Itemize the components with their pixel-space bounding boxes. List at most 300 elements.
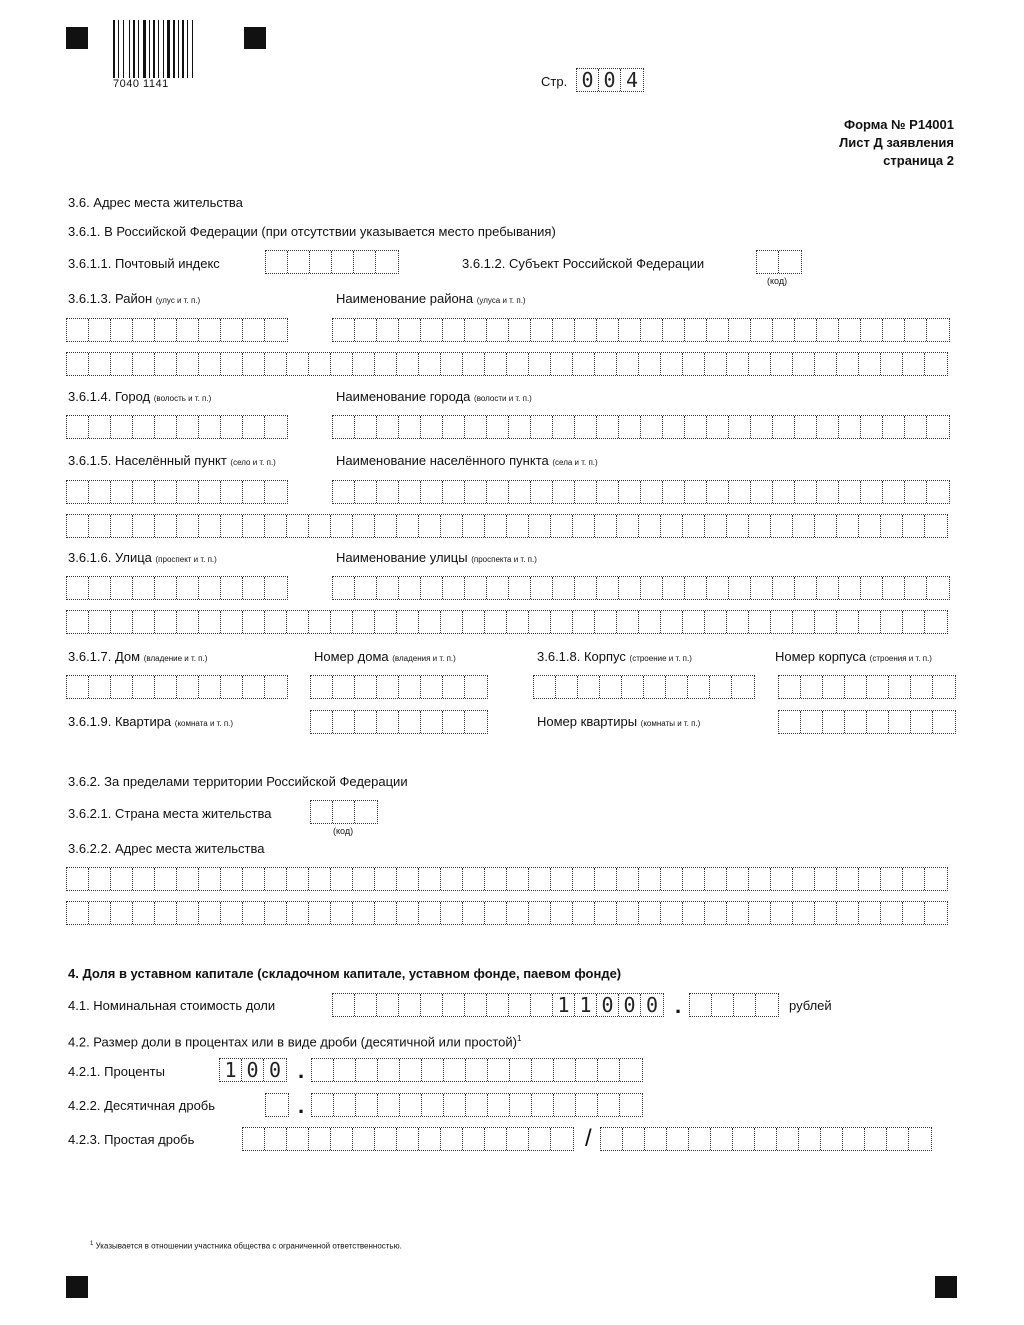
input-cell[interactable] — [795, 319, 817, 341]
input-cell[interactable]: 0 — [242, 1059, 264, 1081]
input-cell[interactable] — [573, 515, 595, 537]
input-cell[interactable] — [617, 353, 639, 375]
input-cell[interactable] — [551, 902, 573, 924]
input-cell[interactable] — [397, 1128, 419, 1150]
input-cell[interactable] — [933, 711, 955, 733]
input-cell[interactable] — [441, 515, 463, 537]
input-cell[interactable] — [509, 481, 531, 503]
input-cell[interactable] — [419, 353, 441, 375]
input-cell[interactable] — [463, 353, 485, 375]
input-cell[interactable] — [421, 994, 443, 1016]
input-cell[interactable] — [881, 515, 903, 537]
input-cell[interactable] — [909, 1128, 931, 1150]
input-cell[interactable] — [287, 868, 309, 890]
postal-code-cells[interactable] — [265, 250, 399, 274]
input-cell[interactable] — [845, 711, 867, 733]
input-cell[interactable] — [355, 994, 377, 1016]
input-cell[interactable] — [177, 902, 199, 924]
input-cell[interactable] — [311, 801, 333, 823]
input-cell[interactable] — [221, 577, 243, 599]
input-cell[interactable] — [443, 577, 465, 599]
input-cell[interactable]: 0 — [268, 1058, 282, 1082]
input-cell[interactable] — [881, 353, 903, 375]
input-cell[interactable] — [155, 611, 177, 633]
input-cell[interactable] — [177, 611, 199, 633]
input-cell[interactable] — [67, 902, 89, 924]
input-cell[interactable] — [221, 481, 243, 503]
input-cell[interactable] — [177, 319, 199, 341]
district-name-cells-1[interactable] — [332, 318, 950, 342]
input-cell[interactable] — [601, 1128, 623, 1150]
input-cell[interactable] — [556, 676, 578, 698]
input-cell[interactable] — [466, 1059, 488, 1081]
input-cell[interactable] — [551, 611, 573, 633]
input-cell[interactable] — [887, 1128, 909, 1150]
input-cell[interactable] — [89, 868, 111, 890]
input-cell[interactable] — [881, 868, 903, 890]
input-cell[interactable] — [639, 611, 661, 633]
input-cell[interactable] — [755, 1128, 777, 1150]
input-cell[interactable] — [465, 994, 487, 1016]
input-cell[interactable] — [333, 676, 355, 698]
city-name-cells[interactable] — [332, 415, 950, 439]
foreign-address-cells-1[interactable] — [66, 867, 948, 891]
street-name-cells-2[interactable] — [66, 610, 948, 634]
input-cell[interactable] — [639, 868, 661, 890]
input-cell[interactable] — [705, 868, 727, 890]
input-cell[interactable] — [623, 1128, 645, 1150]
decimal-fraction-cells[interactable] — [311, 1093, 643, 1117]
input-cell[interactable] — [683, 515, 705, 537]
input-cell[interactable] — [619, 481, 641, 503]
input-cell[interactable] — [309, 611, 331, 633]
input-cell[interactable] — [265, 611, 287, 633]
input-cell[interactable] — [823, 676, 845, 698]
input-cell[interactable] — [619, 416, 641, 438]
input-cell[interactable] — [443, 994, 465, 1016]
input-cell[interactable] — [133, 416, 155, 438]
input-cell[interactable] — [551, 868, 573, 890]
input-cell[interactable] — [287, 353, 309, 375]
input-cell[interactable] — [331, 902, 353, 924]
input-cell[interactable] — [485, 353, 507, 375]
input-cell[interactable] — [177, 416, 199, 438]
input-cell[interactable] — [529, 611, 551, 633]
input-cell[interactable] — [509, 577, 531, 599]
input-cell[interactable] — [111, 416, 133, 438]
input-cell[interactable] — [375, 902, 397, 924]
input-cell[interactable] — [619, 319, 641, 341]
input-cell[interactable] — [443, 711, 465, 733]
input-cell[interactable] — [422, 1094, 444, 1116]
input-cell[interactable] — [554, 1094, 576, 1116]
input-cell[interactable] — [89, 416, 111, 438]
input-cell[interactable] — [353, 515, 375, 537]
input-cell[interactable] — [67, 611, 89, 633]
input-cell[interactable] — [377, 577, 399, 599]
input-cell[interactable] — [795, 577, 817, 599]
input-cell[interactable] — [111, 353, 133, 375]
input-cell[interactable] — [155, 902, 177, 924]
input-cell[interactable] — [663, 319, 685, 341]
input-cell[interactable] — [573, 902, 595, 924]
input-cell[interactable] — [575, 416, 597, 438]
input-cell[interactable] — [355, 711, 377, 733]
input-cell[interactable] — [399, 994, 421, 1016]
input-cell[interactable] — [883, 481, 905, 503]
input-cell[interactable] — [839, 416, 861, 438]
input-cell[interactable] — [419, 611, 441, 633]
input-cell[interactable] — [463, 515, 485, 537]
input-cell[interactable] — [400, 1094, 422, 1116]
input-cell[interactable] — [705, 902, 727, 924]
input-cell[interactable] — [421, 711, 443, 733]
simple-numerator-cells[interactable] — [242, 1127, 574, 1151]
input-cell[interactable] — [861, 319, 883, 341]
input-cell[interactable] — [837, 611, 859, 633]
input-cell[interactable] — [487, 577, 509, 599]
input-cell[interactable] — [865, 1128, 887, 1150]
input-cell[interactable] — [89, 611, 111, 633]
input-cell[interactable] — [397, 515, 419, 537]
input-cell[interactable] — [573, 868, 595, 890]
input-cell[interactable] — [199, 676, 221, 698]
input-cell[interactable] — [883, 416, 905, 438]
input-cell[interactable] — [595, 902, 617, 924]
input-cell[interactable] — [529, 1128, 551, 1150]
input-cell[interactable] — [375, 1128, 397, 1150]
input-cell[interactable] — [265, 353, 287, 375]
input-cell[interactable] — [727, 353, 749, 375]
input-cell[interactable] — [243, 577, 265, 599]
input-cell[interactable] — [553, 481, 575, 503]
input-cell[interactable] — [815, 902, 837, 924]
input-cell[interactable] — [265, 481, 287, 503]
input-cell[interactable] — [463, 868, 485, 890]
input-cell[interactable] — [89, 481, 111, 503]
input-cell[interactable] — [243, 1128, 265, 1150]
input-cell[interactable] — [749, 353, 771, 375]
input-cell[interactable] — [751, 577, 773, 599]
input-cell[interactable] — [793, 868, 815, 890]
input-cell[interactable] — [111, 868, 133, 890]
input-cell[interactable] — [595, 868, 617, 890]
input-cell[interactable] — [837, 868, 859, 890]
input-cell[interactable] — [133, 577, 155, 599]
input-cell[interactable] — [553, 577, 575, 599]
input-cell[interactable] — [597, 416, 619, 438]
input-cell[interactable] — [334, 1059, 356, 1081]
input-cell[interactable] — [927, 481, 949, 503]
country-code-cells[interactable] — [310, 800, 378, 824]
input-cell[interactable] — [485, 902, 507, 924]
input-cell[interactable] — [441, 353, 463, 375]
input-cell[interactable] — [243, 676, 265, 698]
input-cell[interactable] — [727, 902, 749, 924]
input-cell[interactable] — [312, 1059, 334, 1081]
input-cell[interactable]: 0 — [597, 994, 619, 1016]
apartment-type-cells[interactable] — [310, 710, 488, 734]
input-cell[interactable] — [419, 902, 441, 924]
input-cell[interactable] — [845, 676, 867, 698]
input-cell[interactable] — [576, 1059, 598, 1081]
input-cell[interactable] — [67, 676, 89, 698]
input-cell[interactable] — [622, 676, 644, 698]
input-cell[interactable] — [859, 868, 881, 890]
district-type-cells[interactable] — [66, 318, 288, 342]
input-cell[interactable] — [309, 353, 331, 375]
input-cell[interactable] — [663, 481, 685, 503]
input-cell[interactable] — [485, 515, 507, 537]
input-cell[interactable] — [927, 577, 949, 599]
input-cell[interactable] — [287, 515, 309, 537]
input-cell[interactable] — [779, 711, 801, 733]
input-cell[interactable]: 1 — [575, 994, 597, 1016]
input-cell[interactable] — [839, 481, 861, 503]
input-cell[interactable] — [421, 481, 443, 503]
input-cell[interactable] — [707, 577, 729, 599]
input-cell[interactable] — [111, 319, 133, 341]
input-cell[interactable] — [815, 611, 837, 633]
apartment-number-cells[interactable] — [778, 710, 956, 734]
input-cell[interactable] — [903, 868, 925, 890]
input-cell[interactable] — [595, 611, 617, 633]
input-cell[interactable] — [771, 611, 793, 633]
input-cell[interactable] — [734, 994, 756, 1016]
input-cell[interactable] — [843, 1128, 865, 1150]
input-cell[interactable] — [375, 353, 397, 375]
input-cell[interactable] — [309, 902, 331, 924]
input-cell[interactable] — [683, 868, 705, 890]
input-cell[interactable] — [465, 319, 487, 341]
input-cell[interactable] — [905, 481, 927, 503]
input-cell[interactable] — [265, 515, 287, 537]
input-cell[interactable] — [334, 1094, 356, 1116]
input-cell[interactable] — [199, 515, 221, 537]
input-cell[interactable] — [378, 1059, 400, 1081]
input-cell[interactable] — [111, 515, 133, 537]
input-cell[interactable] — [67, 319, 89, 341]
input-cell[interactable] — [861, 481, 883, 503]
input-cell[interactable] — [837, 353, 859, 375]
input-cell[interactable] — [265, 416, 287, 438]
input-cell[interactable] — [333, 319, 355, 341]
input-cell[interactable] — [67, 481, 89, 503]
input-cell[interactable] — [199, 868, 221, 890]
input-cell[interactable] — [419, 1128, 441, 1150]
input-cell[interactable] — [529, 902, 551, 924]
input-cell[interactable] — [771, 868, 793, 890]
input-cell[interactable] — [933, 676, 955, 698]
input-cell[interactable] — [266, 251, 288, 273]
input-cell[interactable] — [133, 353, 155, 375]
input-cell[interactable] — [333, 416, 355, 438]
input-cell[interactable] — [729, 319, 751, 341]
input-cell[interactable] — [554, 1059, 576, 1081]
input-cell[interactable] — [597, 577, 619, 599]
input-cell[interactable]: 0 — [619, 994, 641, 1016]
input-cell[interactable] — [645, 1128, 667, 1150]
input-cell[interactable] — [488, 1094, 510, 1116]
input-cell[interactable] — [707, 319, 729, 341]
input-cell[interactable] — [575, 319, 597, 341]
input-cell[interactable] — [600, 676, 622, 698]
input-cell[interactable] — [221, 319, 243, 341]
input-cell[interactable] — [243, 319, 265, 341]
input-cell[interactable]: 0 — [645, 993, 659, 1017]
input-cell[interactable] — [67, 353, 89, 375]
locality-type-cells[interactable] — [66, 480, 288, 504]
input-cell[interactable] — [619, 577, 641, 599]
input-cell[interactable] — [509, 994, 531, 1016]
input-cell[interactable] — [867, 711, 889, 733]
input-cell[interactable] — [466, 1094, 488, 1116]
input-cell[interactable] — [595, 515, 617, 537]
input-cell[interactable] — [707, 416, 729, 438]
input-cell[interactable] — [817, 416, 839, 438]
input-cell[interactable] — [311, 711, 333, 733]
input-cell[interactable] — [859, 611, 881, 633]
input-cell[interactable] — [89, 902, 111, 924]
input-cell[interactable] — [903, 611, 925, 633]
input-cell[interactable] — [67, 515, 89, 537]
house-number-cells[interactable] — [310, 675, 488, 699]
input-cell[interactable] — [661, 902, 683, 924]
foreign-address-cells-2[interactable] — [66, 901, 948, 925]
input-cell[interactable] — [243, 868, 265, 890]
input-cell[interactable] — [419, 868, 441, 890]
input-cell[interactable] — [333, 801, 355, 823]
input-cell[interactable] — [597, 319, 619, 341]
input-cell[interactable] — [441, 611, 463, 633]
input-cell[interactable] — [177, 481, 199, 503]
input-cell[interactable] — [421, 577, 443, 599]
input-cell[interactable] — [331, 353, 353, 375]
input-cell[interactable] — [221, 676, 243, 698]
input-cell[interactable] — [510, 1094, 532, 1116]
input-cell[interactable] — [705, 611, 727, 633]
decimal-integer-cells[interactable] — [265, 1093, 289, 1117]
nominal-value-integer-cells[interactable] — [332, 993, 664, 1017]
input-cell[interactable] — [89, 319, 111, 341]
input-cell[interactable] — [465, 577, 487, 599]
input-cell[interactable] — [400, 1059, 422, 1081]
input-cell[interactable] — [421, 676, 443, 698]
input-cell[interactable] — [815, 353, 837, 375]
input-cell[interactable] — [444, 1059, 466, 1081]
input-cell[interactable] — [911, 676, 933, 698]
input-cell[interactable] — [331, 1128, 353, 1150]
input-cell[interactable] — [689, 1128, 711, 1150]
input-cell[interactable] — [485, 1128, 507, 1150]
input-cell[interactable] — [199, 902, 221, 924]
input-cell[interactable] — [663, 416, 685, 438]
input-cell[interactable] — [67, 577, 89, 599]
input-cell[interactable] — [243, 611, 265, 633]
input-cell[interactable] — [837, 902, 859, 924]
input-cell[interactable] — [889, 676, 911, 698]
input-cell[interactable] — [199, 416, 221, 438]
input-cell[interactable] — [375, 611, 397, 633]
input-cell[interactable] — [243, 416, 265, 438]
input-cell[interactable] — [378, 1094, 400, 1116]
input-cell[interactable] — [751, 416, 773, 438]
input-cell[interactable] — [266, 1094, 288, 1116]
input-cell[interactable] — [177, 515, 199, 537]
input-cell[interactable] — [779, 676, 801, 698]
input-cell[interactable] — [705, 515, 727, 537]
input-cell[interactable] — [463, 902, 485, 924]
input-cell[interactable] — [509, 319, 531, 341]
input-cell[interactable] — [529, 868, 551, 890]
input-cell[interactable] — [553, 416, 575, 438]
input-cell[interactable] — [243, 481, 265, 503]
input-cell[interactable] — [355, 801, 377, 823]
input-cell[interactable] — [529, 515, 551, 537]
input-cell[interactable] — [111, 676, 133, 698]
input-cell[interactable] — [399, 416, 421, 438]
input-cell[interactable] — [903, 515, 925, 537]
input-cell[interactable] — [925, 515, 947, 537]
input-cell[interactable] — [509, 416, 531, 438]
input-cell[interactable] — [773, 481, 795, 503]
input-cell[interactable] — [553, 319, 575, 341]
input-cell[interactable] — [399, 319, 421, 341]
input-cell[interactable] — [177, 676, 199, 698]
input-cell[interactable] — [749, 868, 771, 890]
input-cell[interactable] — [925, 868, 947, 890]
input-cell[interactable] — [576, 1094, 598, 1116]
subject-code-cells[interactable] — [756, 250, 802, 274]
input-cell[interactable] — [793, 611, 815, 633]
input-cell[interactable] — [377, 319, 399, 341]
input-cell[interactable] — [881, 902, 903, 924]
input-cell[interactable] — [287, 1128, 309, 1150]
input-cell[interactable] — [177, 868, 199, 890]
input-cell[interactable] — [353, 611, 375, 633]
input-cell[interactable] — [817, 481, 839, 503]
input-cell[interactable] — [133, 676, 155, 698]
input-cell[interactable] — [837, 515, 859, 537]
input-cell[interactable] — [133, 611, 155, 633]
input-cell[interactable] — [531, 994, 553, 1016]
input-cell[interactable] — [641, 481, 663, 503]
input-cell[interactable] — [485, 868, 507, 890]
input-cell[interactable] — [463, 1128, 485, 1150]
input-cell[interactable] — [531, 416, 553, 438]
input-cell[interactable] — [355, 481, 377, 503]
input-cell[interactable] — [133, 515, 155, 537]
input-cell[interactable] — [598, 1094, 620, 1116]
input-cell[interactable] — [133, 319, 155, 341]
input-cell[interactable] — [243, 902, 265, 924]
input-cell[interactable] — [356, 1059, 378, 1081]
input-cell[interactable] — [859, 353, 881, 375]
input-cell[interactable] — [925, 611, 947, 633]
input-cell[interactable] — [685, 319, 707, 341]
input-cell[interactable] — [355, 577, 377, 599]
input-cell[interactable] — [727, 515, 749, 537]
input-cell[interactable] — [419, 515, 441, 537]
input-cell[interactable] — [421, 319, 443, 341]
input-cell[interactable] — [881, 611, 903, 633]
input-cell[interactable] — [443, 319, 465, 341]
input-cell[interactable] — [155, 353, 177, 375]
input-cell[interactable] — [889, 711, 911, 733]
input-cell[interactable] — [443, 416, 465, 438]
input-cell[interactable] — [817, 577, 839, 599]
input-cell[interactable] — [799, 1128, 821, 1150]
